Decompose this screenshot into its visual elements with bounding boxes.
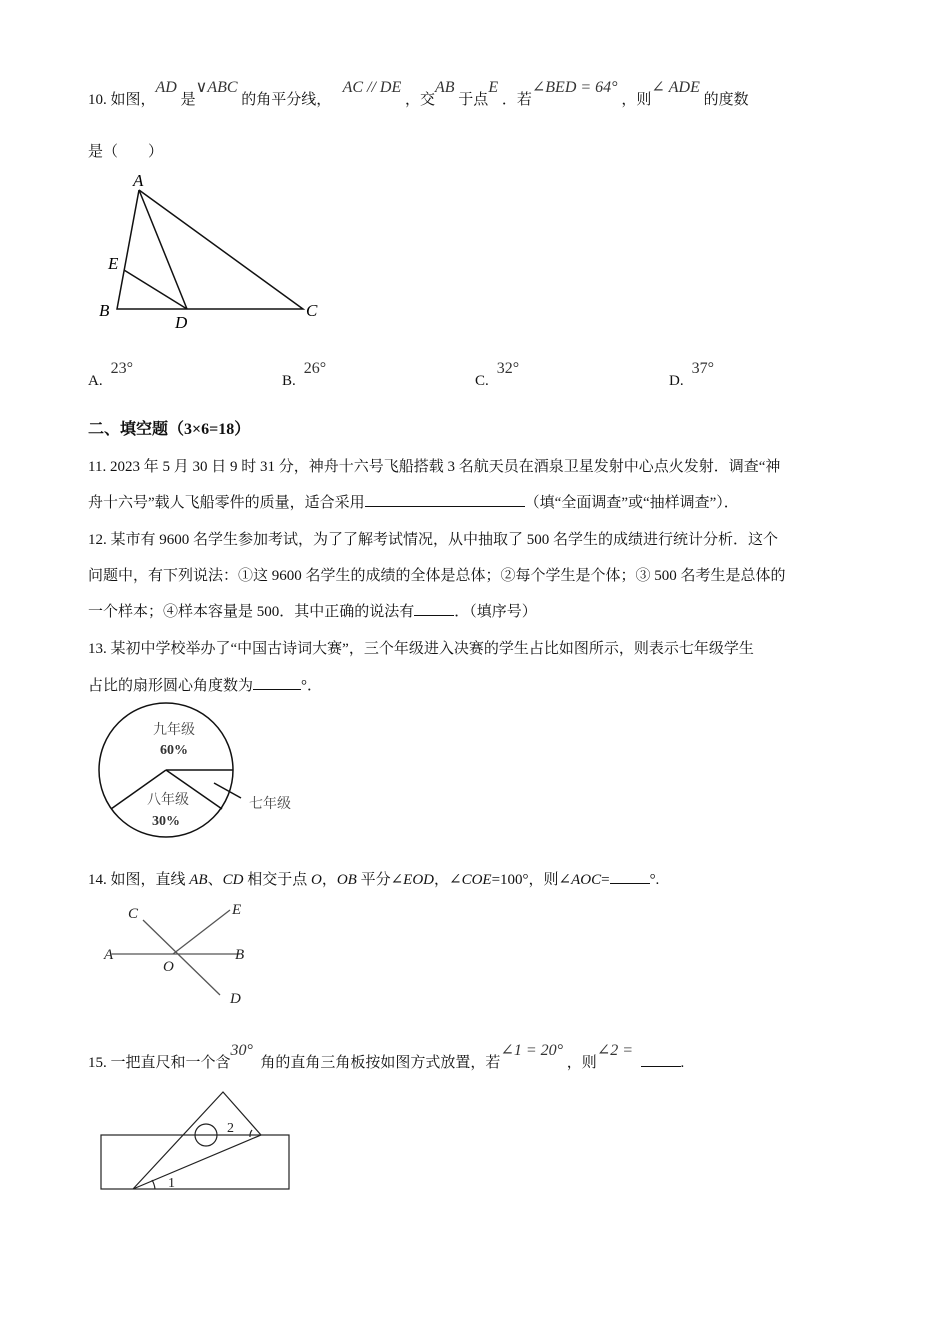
slice-label-ninth: 九年级 [153,723,195,738]
slice-percent-ninth: 60% [160,743,188,758]
triangle-figure [95,170,335,335]
answer-blank[interactable] [253,675,301,690]
math: ∠1 = 20° [500,1042,564,1059]
option-label: B. [282,373,296,389]
text: ，∠ [433,872,462,888]
label-E: E [232,902,242,918]
text: ．若 [501,92,532,108]
label-A: A [104,947,114,963]
text: 15. 一把直尺和一个含 [88,1055,231,1071]
math: ∨ABC [195,79,238,96]
text: ，则 [566,1055,597,1071]
math: AB [435,79,455,96]
text: ．（填序号） [454,604,537,620]
option-value: 32° [496,360,520,377]
math: AB [189,872,208,888]
section-heading: 二、填空题（3×6=18） [88,421,251,438]
answer-blank[interactable] [414,601,454,616]
option-label: C. [475,373,489,389]
question-number: 10. [88,92,107,108]
math: EOD [403,872,434,888]
text: （填“全面调查”或“抽样调查”）． [524,495,739,511]
math: ∠BED = 64° [531,79,618,96]
option-label: A. [88,373,103,389]
option-d[interactable] [669,360,714,390]
q10-line2: 是（ ） [88,144,164,160]
answer-blank[interactable] [641,1052,681,1067]
q13-line1: 13. 某初中学校举办了“中国古诗词大赛”，三个年级进入决赛的学生占比如图所示，则表示七年级学生 [88,641,754,657]
angle-2-label: 2 [227,1121,234,1136]
text: °. [649,872,660,888]
text: 角的直角三角板按如图方式放置，若 [260,1055,501,1071]
ruler [101,1135,289,1189]
answer-blank[interactable] [610,869,650,884]
text: 如图， [110,92,156,108]
slice-label-seventh: 七年级 [249,797,291,812]
label-O: O [163,959,174,975]
slice-label-eighth: 八年级 [147,793,189,808]
label-B: B [235,947,245,963]
math: AOC [571,872,602,888]
answer-blank[interactable] [365,492,525,507]
text: 平分∠ [356,872,404,888]
text: 一个样本；④样本容量是 500．其中正确的说法有 [88,604,415,620]
label-A: A [133,171,144,190]
text: ， [321,872,337,888]
option-value: 23° [110,360,133,377]
option-b[interactable] [282,360,327,390]
pie-chart [98,703,318,838]
math: AC // DE [342,79,402,96]
text: 14. 如图，直线 [88,872,190,888]
math: ∠2 = [596,1042,634,1059]
text: 是 [180,92,196,108]
text: ，则 [621,92,652,108]
text: 于点 [458,92,489,108]
slice-percent-eighth: 30% [152,814,180,829]
q13-line2 [88,674,322,695]
option-a[interactable] [88,360,133,390]
q12-line1: 12. 某市有 9600 名学生参加考试，为了了解考试情况，从中抽取了 500 名学生的成绩进行统计分析．这个 [88,532,779,548]
math: E [488,79,499,96]
text: °． [301,678,323,694]
text: . [680,1055,685,1071]
math: 30° [230,1042,253,1059]
text: 相交于点 [243,872,311,888]
option-value: 26° [303,360,327,377]
label-D: D [175,313,188,332]
q11-line2 [88,491,739,512]
math: ∠ ADE [651,79,700,96]
text: 舟十六号”载人飞船零件的质量，适合采用 [88,495,365,511]
text: 的度数 [703,92,749,108]
math: AD [155,79,177,96]
q11-line1: 11. 2023 年 5 月 30 日 9 时 31 分，神舟十六号飞船搭载 3 名航天员在酒泉卫星发射中心点火发射．调查“神 [88,459,781,475]
option-value: 37° [691,360,714,377]
text: =100°，则∠ [491,872,572,888]
q12-line2: 问题中，有下列说法：①这 9600 名学生的成绩的全体是总体；②每个学生是个体；③ 500 名考生是总体的 [88,568,786,584]
label-E: E [108,254,119,273]
ruler-triangle-figure [100,1088,295,1193]
text: ，交 [404,92,435,108]
q12-line3 [88,600,537,621]
text: = [601,872,610,888]
math: O [310,872,322,888]
math: COE [461,872,492,888]
label-C: C [128,906,139,922]
text: 占比的扇形圆心角度数为 [88,678,254,694]
q15-line [88,1042,685,1072]
math: CD [222,872,244,888]
angle-1-label: 1 [168,1176,175,1191]
label-C: C [306,301,318,320]
label-D: D [230,991,241,1007]
math: OB [336,872,357,888]
option-label: D. [669,373,684,389]
q14-line [88,868,659,889]
text: 的角平分线， [241,92,332,108]
label-B: B [99,301,110,320]
intersecting-lines-figure [100,900,260,1010]
q10-line1 [88,79,749,109]
text: 、 [207,872,223,888]
option-c[interactable] [475,360,520,390]
